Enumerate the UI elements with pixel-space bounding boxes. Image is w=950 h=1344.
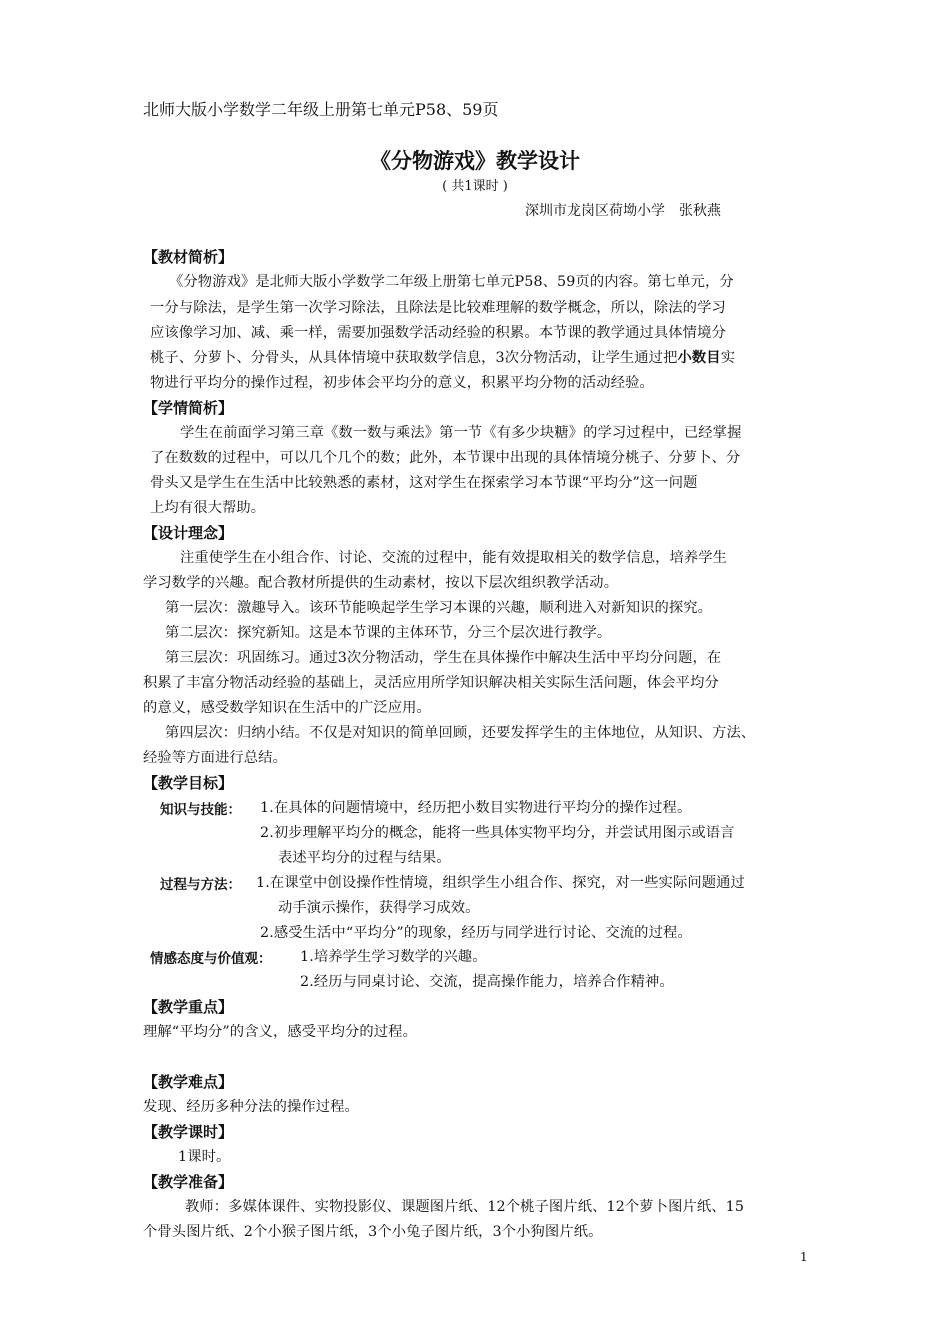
paragraph-line: 第一层次：激趣导入。该环节能唤起学生学习本课的兴趣，顺利进入对新知识的探究。 — [165, 600, 713, 616]
line-text-tail: 实 — [720, 350, 736, 366]
paragraph-line: 经验等方面进行总结。 — [143, 750, 287, 766]
objective-line: 1.在课堂中创设操作性情境，组织学生小组合作、探究，对一些实际问题通过 — [256, 875, 745, 891]
objective-line: 1.培养学生学习数学的兴趣。 — [300, 949, 487, 965]
paragraph-line: 上均有很大帮助。 — [150, 500, 266, 516]
objective-label-emotion: 情感态度与价值观： — [150, 951, 272, 967]
paragraph-line: 第二层次：探究新知。这是本节课的主体环节，分三个层次进行教学。 — [165, 625, 612, 641]
source-line: 北师大版小学数学二年级上册第七单元P58、59页 — [143, 100, 499, 119]
paragraph-line: 的意义，感受数学知识在生活中的广泛应用。 — [143, 700, 431, 716]
subtitle: ( 共1课时 ) — [442, 179, 508, 194]
section-heading-sheji: 【设计理念】 — [143, 524, 234, 542]
section-heading-keshi: 【教学课时】 — [143, 1123, 234, 1141]
objective-label-process: 过程与方法： — [160, 877, 241, 893]
paragraph-line: 个骨头图片纸、2个小猴子图片纸，3个小兔子图片纸，3个小狗图片纸。 — [143, 1224, 603, 1240]
objective-line: 表述平均分的过程与结果。 — [278, 850, 451, 866]
objective-line: 2.经历与同桌讨论、交流，提高操作能力，培养合作精神。 — [300, 974, 674, 990]
paragraph-line: 第三层次：巩固练习。通过3次分物活动，学生在具体操作中解决生活中平均分问题，在 — [165, 650, 722, 666]
paragraph-line: 学习数学的兴趣。配合教材所提供的生动素材，按以下层次组织教学活动。 — [143, 575, 619, 591]
author: 深圳市龙岗区荷坳小学 张秋燕 — [525, 203, 721, 219]
objective-label-knowledge: 知识与技能： — [160, 802, 241, 818]
line-text: 桃子、分萝卜、分骨头，从具体情境中获取数学信息，3次分物活动，让学生通过把 — [150, 350, 678, 366]
section-heading-jiaocai: 【教材简析】 — [143, 248, 234, 266]
section-heading-zhunbei: 【教学准备】 — [143, 1173, 234, 1191]
paragraph-line: 学生在前面学习第三章《数一数与乘法》第一节《有多少块糖》的学习过程中，已经掌握 — [180, 425, 742, 441]
paragraph-line: 教师：多媒体课件、实物投影仪、课题图片纸、12个桃子图片纸、12个萝卜图片纸、15 — [185, 1199, 745, 1215]
doc-title: 《分物游戏》教学设计 — [370, 149, 580, 173]
paragraph-line — [150, 347, 735, 367]
section-heading-zhongdian: 【教学重点】 — [143, 998, 234, 1016]
objective-line: 1.在具体的问题情境中，经历把小数目实物进行平均分的操作过程。 — [260, 800, 692, 816]
paragraph-line: 一分与除法，是学生第一次学习除法，且除法是比较难理解的数学概念，所以，除法的学习 — [150, 300, 726, 316]
paragraph-line: 了在数数的过程中，可以几个几个的数；此外，本节课中出现的具体情境分桃子、分萝卜、分 — [150, 450, 741, 466]
paragraph-line: 《分物游戏》是北师大版小学数学二年级上册第七单元P58、59页的内容。第七单元，分 — [169, 274, 734, 290]
objective-line: 2.感受生活中“平均分”的现象，经历与同学进行讨论、交流的过程。 — [260, 925, 692, 941]
bold-term: 小数目 — [677, 350, 721, 366]
section-heading-xueqing: 【学情简析】 — [143, 399, 234, 417]
paragraph-line: 积累了丰富分物活动经验的基础上，灵活应用所学知识解决相关实际生活问题，体会平均分 — [143, 675, 719, 691]
paragraph-line: 物进行平均分的操作过程，初步体会平均分的意义，积累平均分物的活动经验。 — [150, 375, 654, 391]
page-number: 1 — [800, 1250, 808, 1264]
paragraph-line: 1课时。 — [178, 1149, 231, 1165]
paragraph-line: 第四层次：归纳小结。不仅是对知识的简单回顾，还要发挥学生的主体地位，从知识、方法、 — [165, 725, 756, 741]
paragraph-line: 理解“平均分”的含义，感受平均分的过程。 — [143, 1024, 417, 1040]
paragraph-line: 发现、经历多种分法的操作过程。 — [143, 1099, 359, 1115]
paragraph-line: 骨头又是学生在生活中比较熟悉的素材，这对学生在探索学习本节课“平均分”这一问题 — [150, 475, 698, 491]
objective-line: 2.初步理解平均分的概念，能将一些具体实物平均分，并尝试用图示或语言 — [260, 825, 735, 841]
section-heading-mubiao: 【教学目标】 — [143, 774, 234, 792]
objective-line: 动手演示操作，获得学习成效。 — [278, 900, 480, 916]
paragraph-line: 注重使学生在小组合作、讨论、交流的过程中，能有效提取相关的数学信息，培养学生 — [180, 550, 728, 566]
section-heading-nandian: 【教学难点】 — [143, 1073, 234, 1091]
paragraph-line: 应该像学习加、减、乘一样，需要加强数学活动经验的积累。本节课的教学通过具体情境分 — [150, 325, 726, 341]
